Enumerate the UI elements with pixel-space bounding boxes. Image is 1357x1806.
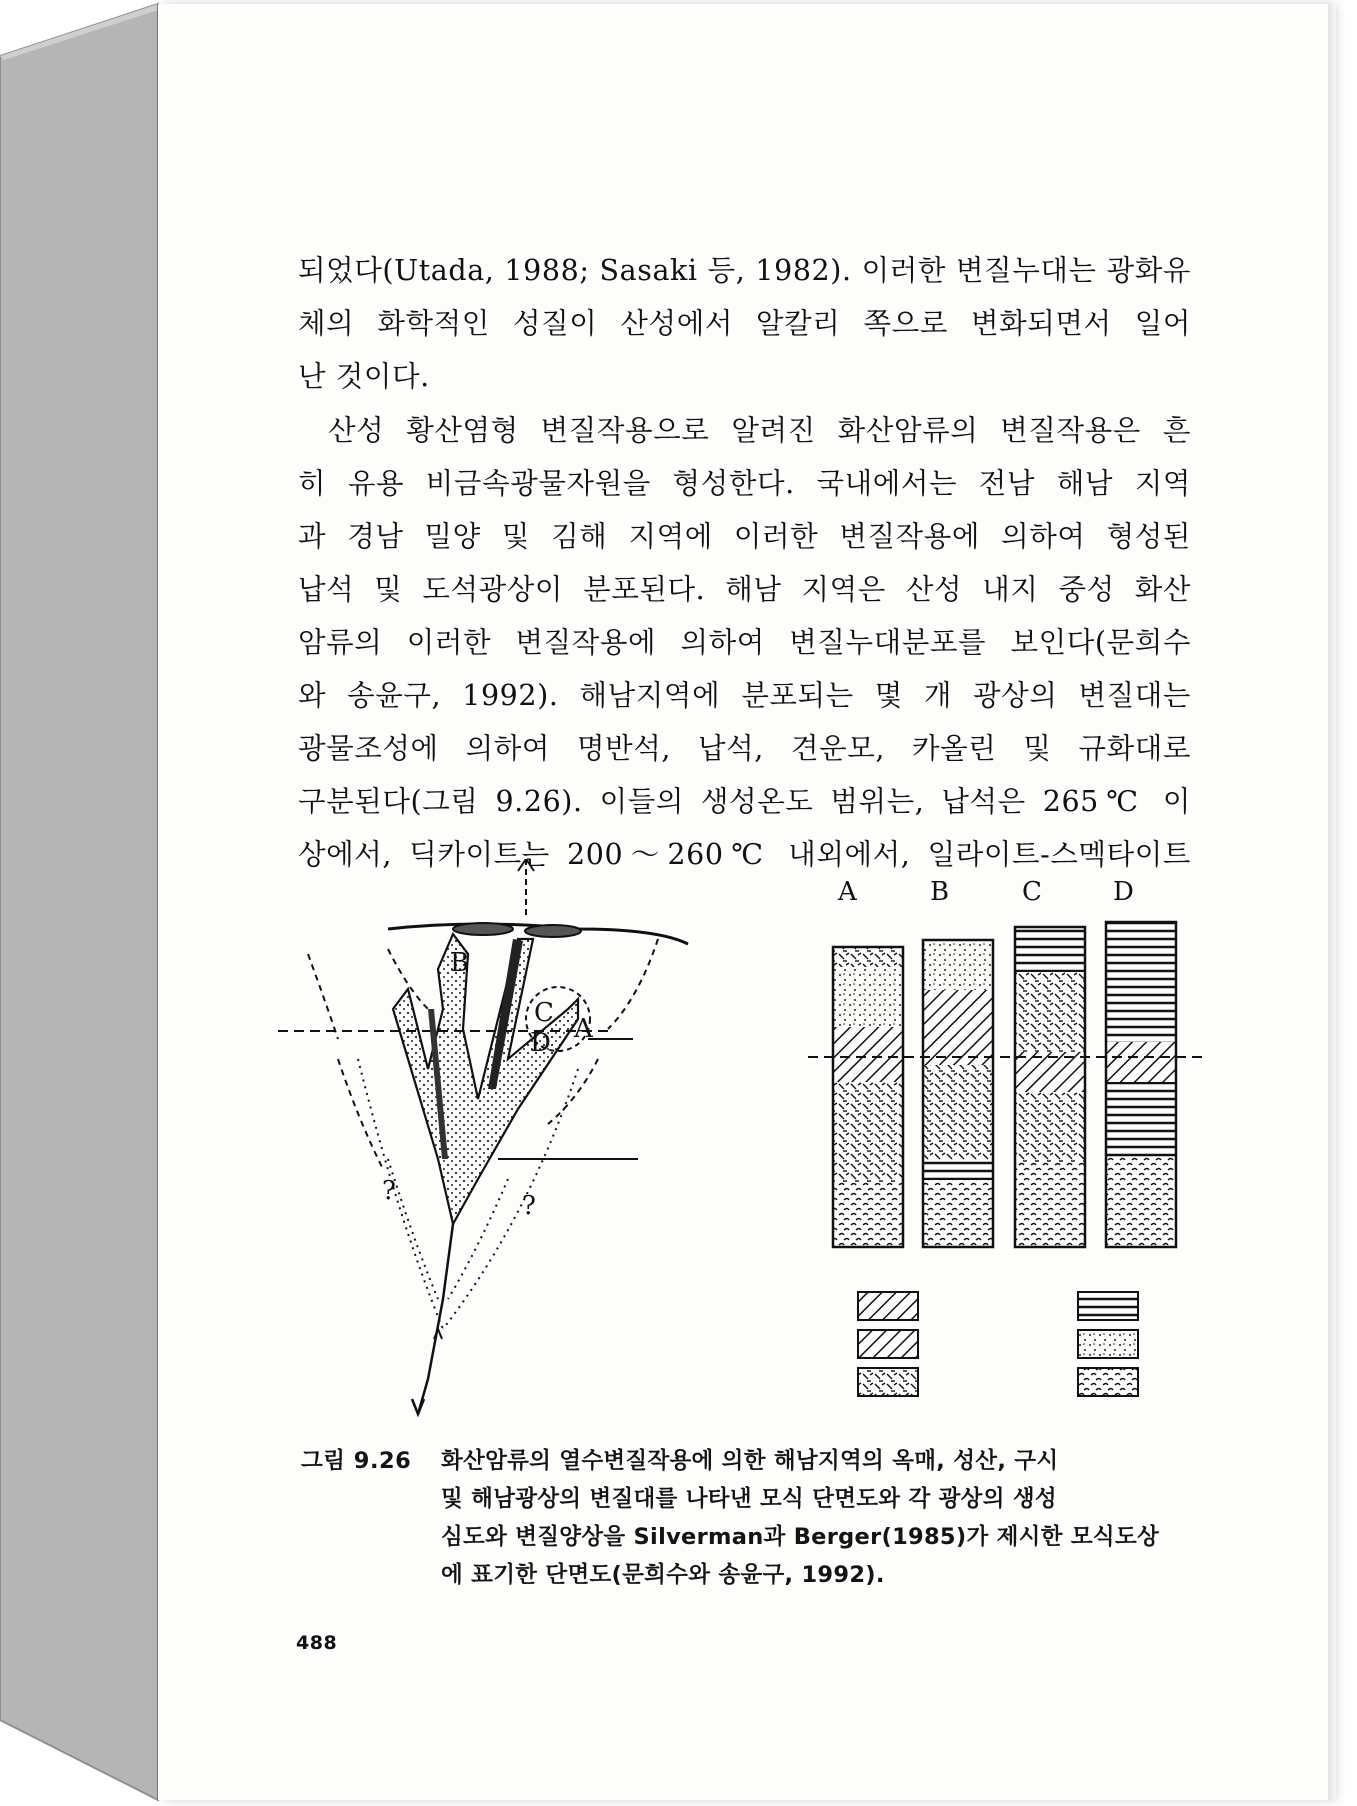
cross-section-diagram: [278, 859, 818, 1419]
text-line: 히 유용 비금속광물자원을 형성한다. 국내에서는 전남 해남 지역: [298, 467, 1191, 500]
column-label-d: D: [1113, 877, 1134, 907]
text-line: 과 경남 밀양 및 김해 지역에 이러한 변질작용에 의하여 형성된: [298, 520, 1191, 553]
text-line: 체의 화학적인 성질이 산성에서 알칼리 쪽으로 변화되면서 일어: [298, 307, 1191, 340]
caption-line: 심도와 변질양상을 Silverman과 Berger(1985)가 제시한 모식도상: [441, 1524, 1160, 1550]
column-label-a: A: [838, 877, 857, 907]
text-line: 상에서, 딕카이트는 200～260℃ 내외에서, 일라이트-스멕타이트: [298, 838, 1191, 871]
text-line: 되었다(Utada, 1988; Sasaki 등, 1982). 이러한 변질누대는 광화유: [298, 254, 1191, 287]
column-d: [1106, 922, 1176, 1247]
body-paragraph-2: [298, 404, 1191, 881]
column-label-c: C: [1022, 877, 1042, 907]
caption-line: 및 해남광상의 변질대를 나타낸 모식 단면도와 각 광상의 생성: [441, 1486, 1057, 1512]
caption-line: 화산암류의 열수변질작용에 의한 해남지역의 옥매, 성산, 구시: [441, 1448, 1059, 1474]
column-c: [1015, 927, 1085, 1247]
legend: [858, 1292, 1138, 1396]
label-b: B: [450, 948, 470, 978]
text-line: 난 것이다.: [298, 360, 430, 393]
label-question-1: ?: [382, 1176, 396, 1206]
body-paragraph-1: [298, 244, 1191, 403]
text-line: 와 송윤구, 1992). 해남지역에 분포되는 몇 개 광상의 변질대는: [298, 679, 1191, 712]
caption-body: [441, 1442, 1196, 1594]
text-line: 광물조성에 의하여 명반석, 납석, 견운모, 카올린 및 규화대로: [298, 732, 1191, 765]
caption-label: 그림 9.26: [301, 1448, 412, 1474]
text-line: 산성 황산염형 변질작용으로 알려진 화산암류의 변질작용은 흔: [328, 414, 1191, 447]
column-b: [923, 940, 993, 1247]
text-line: 구분된다(그림 9.26). 이들의 생성온도 범위는, 납석은 265℃ 이: [298, 785, 1191, 818]
caption-line: 에 표기한 단면도(문희수와 송윤구, 1992).: [441, 1562, 885, 1588]
label-c: C: [534, 998, 554, 1028]
label-question-2: ?: [522, 1191, 536, 1221]
text-line: 암류의 이러한 변질작용에 의하여 변질누대분포를 보인다(문희수: [298, 626, 1191, 659]
column-label-b: B: [930, 877, 950, 907]
depth-columns-diagram: [778, 872, 1357, 1432]
label-a: A: [574, 1014, 593, 1044]
column-a: [833, 947, 903, 1247]
label-d: D: [530, 1028, 551, 1058]
book-page: [158, 4, 1330, 1800]
page-number: 488: [296, 1632, 338, 1654]
text-line: 납석 및 도석광상이 분포된다. 해남 지역은 산성 내지 중성 화산: [298, 573, 1191, 606]
